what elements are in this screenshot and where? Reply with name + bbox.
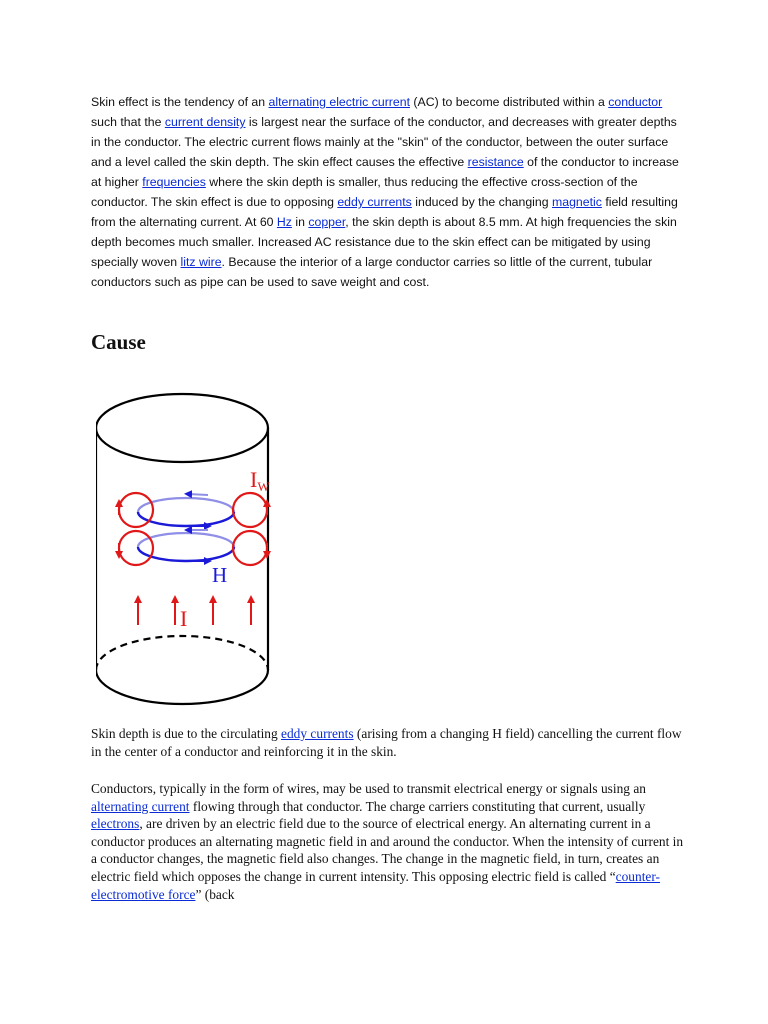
eddy-loop-left-upper: [119, 493, 153, 527]
diagram-caption: [91, 725, 691, 760]
link-electrons[interactable]: electrons: [91, 816, 140, 832]
conductors-paragraph: [91, 780, 691, 903]
intro-text: (AC) to become distributed within a: [410, 95, 609, 109]
eddy-loop-right-upper: [233, 493, 267, 527]
intro-text: in: [291, 215, 309, 229]
intro-text: where the skin depth is smaller, thus reducing the effective cross-section of the conductor. The skin effect is due to opposing: [91, 175, 638, 209]
paragraph-text: , are driven by an electric field due to the source of electrical energy. An alternating current in a conductor produces an alternating magnetic field in and around the conductor. When the intensity of current in a conductor changes, the magnetic field also changes. The change in the magnetic field, in turn, creates an electric field which opposes the change in current intensity. This opposing electric field is called “: [91, 816, 684, 884]
link-eddy-currents[interactable]: eddy currents: [337, 195, 412, 209]
link-hz[interactable]: Hz: [276, 215, 292, 229]
intro-text: Skin effect is the tendency of an: [91, 95, 269, 109]
link-copper[interactable]: copper: [308, 215, 346, 229]
label-current-i: I: [180, 606, 188, 631]
link-conductor[interactable]: conductor: [608, 95, 663, 109]
label-magnetic-field-h: H: [212, 563, 228, 587]
intro-paragraph: [91, 92, 685, 292]
link-frequencies[interactable]: frequencies: [142, 175, 206, 189]
intro-text: is largest near the surface of the conductor, and decreases with greater depths in the conductor. The electric current flows mainly at the "skin" of the conductor, between the outer surface and a level called the skin depth. The skin effect causes the effective: [91, 115, 677, 169]
cylinder-bottom-front-arc: [96, 670, 268, 704]
link-resistance[interactable]: resistance: [467, 155, 524, 169]
cylinder-top-ellipse: [96, 394, 268, 462]
eddy-loop-left-lower: [119, 531, 153, 565]
intro-text: field resulting from the alternating current. At 60: [91, 195, 678, 229]
intro-text: induced by the changing: [411, 195, 552, 209]
intro-text: . Because the interior of a large conductor carries so little of the current, tubular conductors such as pipe can be used to save weight and cost.: [91, 255, 653, 289]
cylinder-bottom-back-arc: [96, 636, 268, 670]
link-eddy-currents-caption[interactable]: eddy currents: [281, 726, 354, 741]
paragraph-text: ” (back: [195, 886, 235, 902]
link-counter-electromotive-force[interactable]: counter-electromotive force: [91, 868, 661, 902]
caption-text: Skin depth is due to the circulating: [91, 726, 282, 741]
conductor-cylinder: [96, 394, 268, 704]
intro-text: , the skin depth is about 8.5 mm. At high frequencies the skin depth becomes much smaller. Increased AC resistance due to the skin effect can be mitigated by using specially woven: [91, 215, 677, 269]
skin-effect-diagram: [96, 385, 296, 710]
label-eddy-current-subscript: W: [257, 479, 270, 494]
main-current-arrows: [138, 599, 251, 625]
link-alternating-current[interactable]: alternating current: [91, 798, 190, 814]
h-field-arrow: [188, 494, 208, 495]
eddy-loop-right-lower: [233, 531, 267, 565]
paragraph-text: flowing through that conductor. The charge carriers constituting that current, usually: [189, 798, 646, 814]
caption-text: (arising from a changing H field) cancelling the current flow in the center of a conductor and reinforcing it in the skin.: [91, 726, 682, 759]
paragraph-text: Conductors, typically in the form of wires, may be used to transmit electrical energy or signals using an: [91, 781, 646, 796]
link-alternating-electric-current[interactable]: alternating electric current: [268, 95, 410, 109]
section-heading-cause: Cause: [91, 330, 146, 354]
intro-text: such that the: [91, 115, 165, 129]
link-current-density[interactable]: current density: [164, 115, 246, 129]
intro-text: of the conductor to increase at higher: [91, 155, 679, 189]
link-magnetic[interactable]: magnetic: [552, 195, 602, 209]
link-litz-wire[interactable]: litz wire: [180, 255, 222, 269]
label-eddy-current-i: IW: [250, 467, 270, 494]
